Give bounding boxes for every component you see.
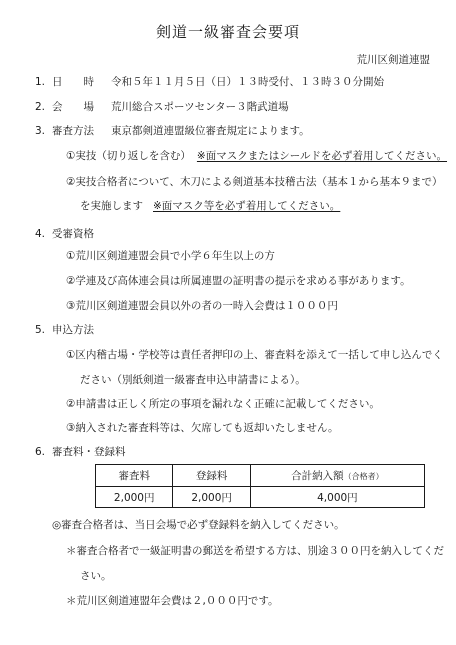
note-item: ◎審査合格者は、当日会場で必ず登録料を納入してください。 [52, 519, 345, 531]
table-header-note: （合格者） [343, 472, 384, 481]
section-label: 会 場 [52, 101, 94, 113]
method-item-text: ①実技（切り返しを含む） [66, 150, 191, 162]
method-mask-note: ※面マスク等を必ず着用してください。 [153, 200, 341, 212]
document-title: 剣道一級審査会要項 [155, 23, 300, 41]
table-cell: 2,000円 [173, 487, 250, 508]
method-item-2-cont [80, 201, 340, 212]
method-mask-note: ※面マスクまたはシールドを必ず着用してください。 [196, 150, 448, 162]
list-item: ②学連及び高体連会員は所属連盟の証明書の提示を求める事があります。 [66, 275, 411, 287]
list-item: ③納入された審査料等は、欠席しても返却いたしません。 [66, 422, 339, 434]
table-header-label: 合計納入額 [291, 470, 344, 482]
section-number: 1. [35, 76, 46, 88]
date-value: 令和５年１１月５日（日）１３時受付、１３時３０分開始 [111, 76, 384, 88]
method-item-text: を実施します [80, 200, 143, 212]
section-label: 日 時 [52, 76, 94, 88]
table-cell: 2,000円 [96, 487, 173, 508]
list-item: ②申請書は正しく所定の事項を漏れなく正確に記載してください。 [66, 398, 380, 410]
list-item: ①荒川区剣道連盟会員で小学６年生以上の方 [66, 250, 275, 262]
list-item: ださい（別紙剣道一級審査申込申請書による）。 [80, 374, 306, 386]
table-header [250, 465, 424, 487]
section-label: 審査料・登録料 [52, 446, 126, 458]
note-item: さい。 [80, 570, 112, 582]
section-label: 受審資格 [52, 228, 94, 240]
method-value: 東京都剣道連盟級位審査規定によります。 [111, 125, 310, 137]
section-label: 申込方法 [52, 324, 94, 336]
section-number: 4. [35, 228, 46, 240]
section-number: 6. [35, 446, 46, 458]
method-item-1 [66, 151, 447, 162]
list-item: ①区内稽古場・学校等は責任者押印の上、審査料を添えて一括して申し込んでく [66, 349, 443, 361]
table-cell: 4,000円 [250, 487, 424, 508]
table-row [96, 487, 425, 508]
note-item: ＊審査合格者で一級証明書の郵送を希望する方は、別途３００円を納入してくだ [66, 545, 444, 557]
section-number: 3. [35, 125, 46, 137]
section-number: 2. [35, 101, 46, 113]
fee-table [95, 464, 425, 508]
section-number: 5. [35, 324, 46, 336]
organizer-name: 荒川区剣道連盟 [356, 54, 430, 66]
list-item: ③荒川区剣道連盟会員以外の者の一時入会費は１０００円 [66, 300, 338, 312]
table-row [96, 465, 425, 487]
venue-value: 荒川総合スポーツセンター３階武道場 [111, 101, 289, 113]
method-item-2: ②実技合格者について、木刀による剣道基本技稽古法（基本１から基本９まで） [66, 176, 443, 188]
note-item: ＊荒川区剣道連盟年会費は２,０００円です。 [66, 595, 279, 607]
table-header: 登録料 [173, 465, 250, 487]
table-header: 審査料 [96, 465, 173, 487]
section-label: 審査方法 [52, 125, 94, 137]
